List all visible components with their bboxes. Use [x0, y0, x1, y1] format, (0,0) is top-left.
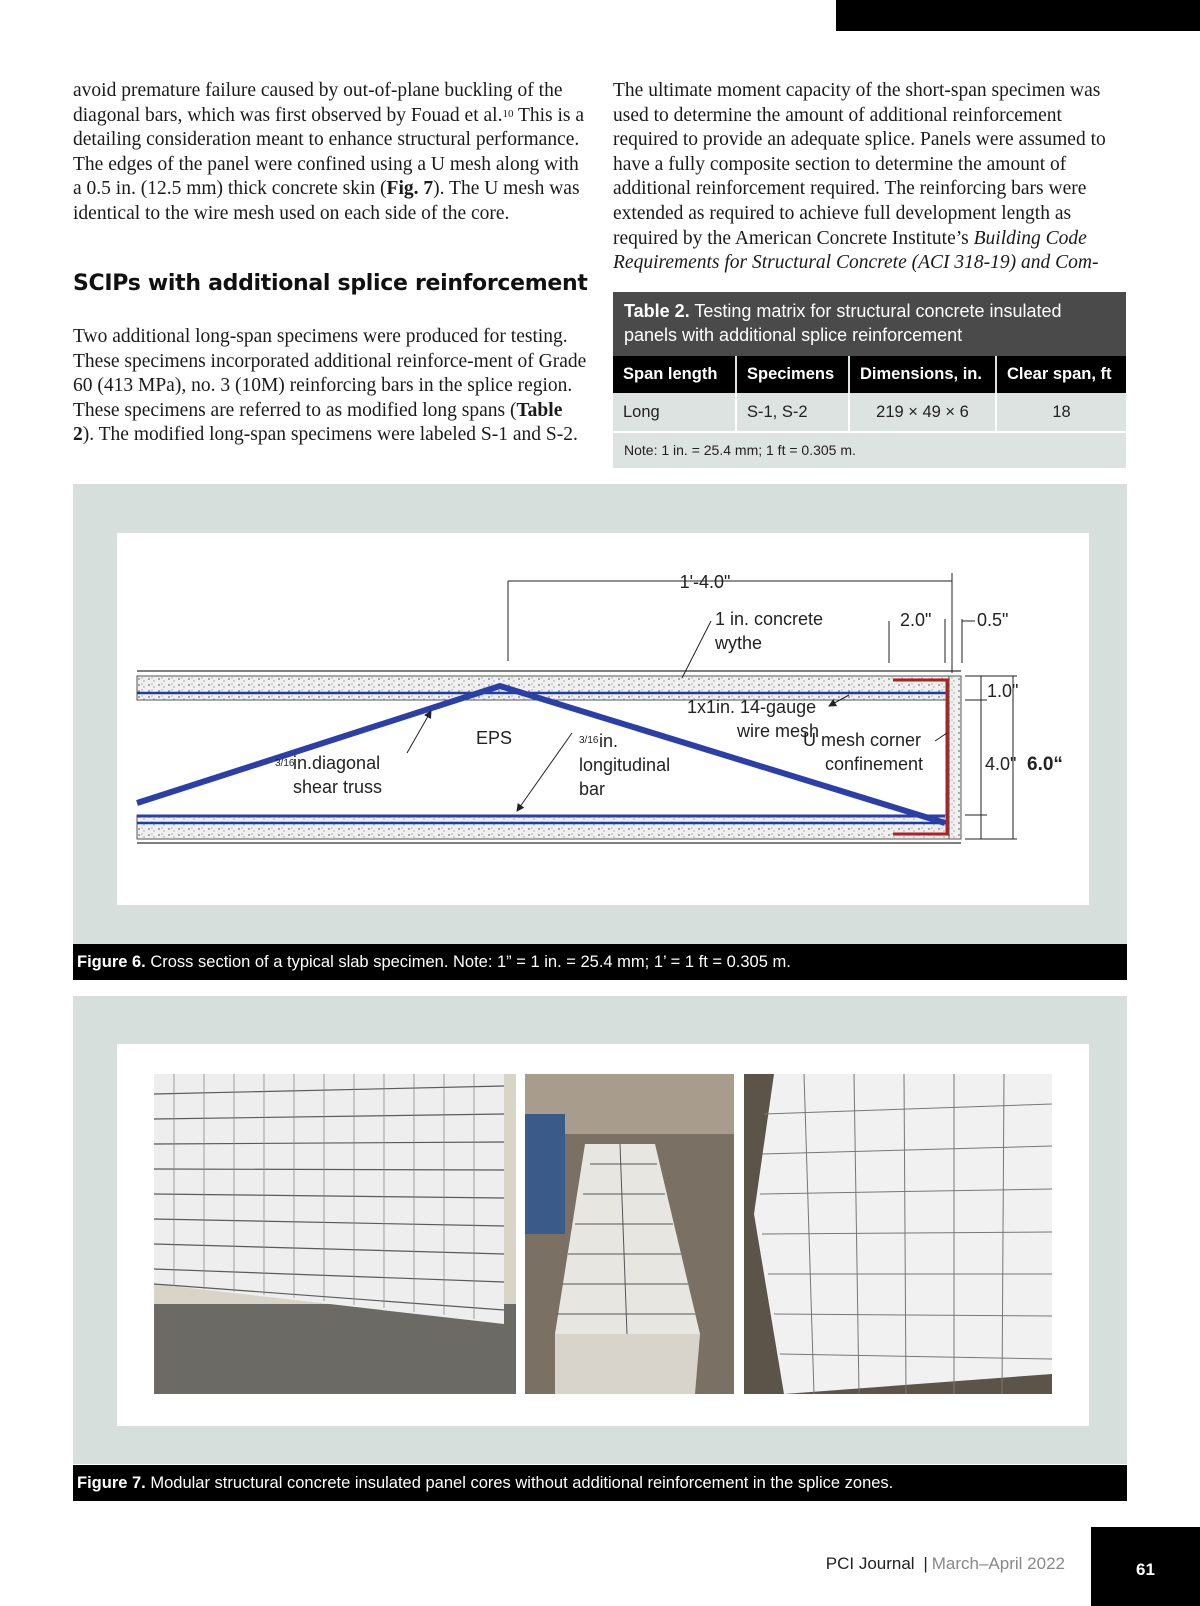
footnote-ref[interactable]: 10 [502, 107, 514, 120]
top-concrete-wythe [137, 676, 961, 700]
label-wire-mesh-1: 1x1in. 14-gauge [687, 697, 817, 717]
journal-name: PCI Journal [825, 1554, 915, 1573]
photo-panel-core-end [525, 1074, 734, 1394]
label-long-bar-3: bar [579, 779, 606, 799]
header-bar [836, 0, 1200, 31]
table-header-row [613, 356, 1126, 393]
cell-dimensions: 219 × 49 × 6 [849, 393, 996, 431]
table-2-title: Table 2. Testing matrix for structural concrete insulated panels with additional splice reinforcement [613, 292, 1126, 356]
cross-section-diagram [117, 533, 1089, 905]
table-2-note: Note: 1 in. = 25.4 mm; 1 ft = 0.305 m. [613, 431, 1126, 458]
dim-overall-width: 1'-4.0" [679, 572, 731, 592]
figure-7-caption: Figure 7. Modular structural concrete insulated panel cores without additional reinforcement in the splice zones. [73, 1465, 1127, 1501]
table-row [613, 393, 1126, 431]
table-2-ref[interactable]: Table 2 [73, 399, 563, 446]
col-header-dimensions: Dimensions, in. [849, 356, 996, 393]
dim-2-0: 2.0" [900, 610, 932, 630]
label-long-bar-2: longitudinal [579, 755, 671, 775]
bottom-concrete-wythe [137, 815, 961, 839]
dim-4-0: 4.0" [985, 754, 1017, 774]
label-diag-truss-2: shear truss [293, 777, 383, 797]
cell-clear-span: 18 [1052, 402, 1071, 421]
table-2 [613, 292, 1126, 468]
label-concrete-wythe-2: wythe [715, 633, 763, 653]
label-umesh-1: U mesh corner [803, 730, 922, 750]
cell-span-length: Long [613, 393, 736, 431]
label-diag-fraction: 3/16 [275, 758, 295, 769]
figure-7-ref[interactable]: Fig. 7 [386, 178, 434, 200]
label-wire-mesh-2: wire mesh [737, 721, 820, 741]
page-number: 61 [1091, 1527, 1200, 1606]
col-header-span-length: Span length [613, 356, 736, 393]
table-2-grid [613, 356, 1126, 431]
left-column-paragraph-1: avoid premature failure caused by out-of-plane buckling of the diagonal bars, which was first observed by Fouad et al.$^{10}$ This is a detailing consideration meant to enhance structural performance. The edges of the panel were confined using a U mesh along with a 0.5 in. (12.5 mm) thick concrete skin (Fig. 7). The U mesh was identical to the wire mesh used on each side of the core. [73, 80, 585, 224]
photo-panel-core-side [154, 1074, 516, 1394]
dim-0-5: 0.5" [977, 610, 1009, 630]
col-header-specimens: Specimens [736, 356, 849, 393]
dim-1-0: 1.0" [987, 681, 1019, 701]
label-long-fraction: 3/16 [579, 735, 599, 746]
footer-separator: | [923, 1554, 928, 1573]
diagonal-shear-truss [137, 686, 945, 823]
section-heading: SCIPs with additional splice reinforcement [73, 271, 588, 296]
label-long-bar-1: in. [599, 731, 619, 751]
left-column-paragraph-2: Two additional long-span specimens were produced for testing. These specimens incorporated additional reinforce-ment of Grade 60 (413 MPa), no. 3 (10M) reinforcing bars in the splice region. These specimens are referred to as modified long spans (Table 2). The modified long-span specimens were labeled S-1 and S-2. [73, 326, 587, 446]
label-umesh-2: confinement [825, 754, 924, 774]
cell-specimens: S-1, S-2 [736, 393, 849, 431]
label-concrete-wythe-1: 1 in. concrete [715, 609, 824, 629]
figure-6-caption: Figure 6. Cross section of a typical slab specimen. Note: 1” = 1 in. = 25.4 mm; 1’ = 1 ft = 0.305 m. [73, 944, 1127, 980]
col-header-clear-span: Clear span, ft [996, 356, 1126, 393]
figure-6-drawing [117, 533, 1089, 905]
edge-skin [949, 676, 961, 839]
photo-panel-core-corner [744, 1074, 1052, 1394]
label-eps: EPS [476, 728, 513, 748]
right-column-paragraph: The ultimate moment capacity of the short-span specimen was used to determine the amount of additional reinforcement required to provide an adequate splice. Panels were assumed to have a fully composite section to determine the amount of additional reinforcement required. The reinforcing bars were extended as required to achieve full development length as required by the American Concrete Institute’s Building Code Requirements for Structural Concrete (ACI 318-19) and Com- [613, 80, 1106, 274]
footer-journal [700, 1554, 1065, 1574]
label-diag-truss-1: in.diagonal [293, 753, 381, 773]
dim-6-0: 6.0“ [1027, 754, 1063, 775]
issue-date: March–April 2022 [931, 1554, 1065, 1573]
